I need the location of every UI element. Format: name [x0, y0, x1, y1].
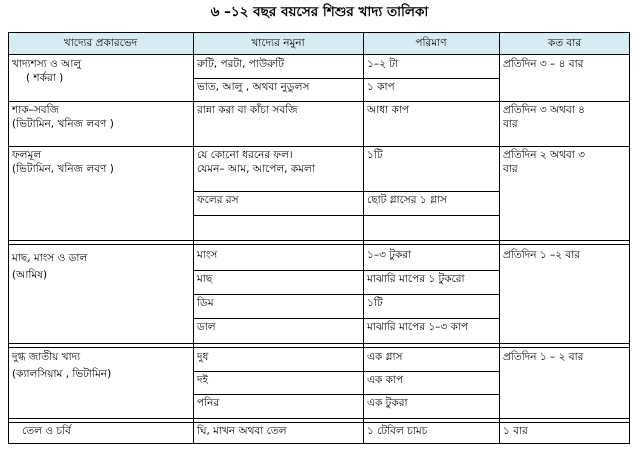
category-cell: ফলমূল (ভিটামিন, খনিজ লবণ ): [12, 149, 114, 175]
amount-cell: ১ টেবিল চামচ: [367, 425, 428, 437]
times-cell: প্রতিদিন ১ –২ বার: [503, 249, 581, 261]
table-border: [8, 240, 630, 241]
sample-cell: ভাত, আলু , অথবা নুডুলস: [197, 81, 310, 93]
amount-cell: ১ কাপ: [367, 81, 395, 93]
amount-cell: ১টি: [367, 149, 383, 161]
category-cell: তেল ও চর্বি: [22, 425, 71, 437]
table-border: [8, 146, 630, 147]
amount-cell: ১টি: [367, 297, 383, 309]
sample-cell: ডাল: [197, 321, 216, 333]
times-cell: প্রতিদিন ৩ অথবা ৪ বার: [503, 104, 585, 130]
table-border: [193, 394, 499, 395]
table-border: [363, 32, 364, 444]
table-border: [629, 32, 630, 444]
sample-cell: মাংস: [197, 249, 218, 261]
amount-cell: এক টুকরা: [367, 397, 408, 409]
table-border: [499, 32, 500, 444]
amount-cell: ১–২ টা: [367, 58, 398, 70]
table-border: [193, 371, 499, 372]
times-cell: প্রতিদিন ৩ – ৪ বার: [503, 58, 584, 70]
category-cell: শাক–সবজি (ভিটামিন, খনিজ লবণ ): [12, 104, 114, 130]
table-border: [193, 215, 499, 216]
sample-cell: ঘি, মাখন অথবা তেল: [197, 425, 287, 437]
sample-cell: ডিম: [197, 297, 214, 309]
table-border: [8, 347, 630, 348]
table-border: [193, 191, 499, 192]
sample-cell: যে কোনো ধরনের ফল। যেমন– আম, আপেল, কমলা: [197, 149, 315, 175]
sample-cell: পনির: [197, 397, 220, 409]
times-cell: প্রতিদিন ২ অথবা ৩ বার: [503, 149, 585, 175]
header-amount: পরিমাণ: [363, 32, 499, 54]
food-table: [8, 32, 630, 444]
times-cell: প্রতিদিন ১ – ২ বার: [503, 351, 584, 363]
table-border: [8, 418, 630, 419]
table-border: [8, 443, 630, 444]
category-cell: দুগ্ধ জাতীয় খাদ্য (ক্যালসিয়াম , ভিটামিন): [12, 351, 112, 380]
table-border: [8, 244, 630, 245]
table-border: [193, 78, 499, 79]
header-category: খাদ্যের প্রকারভেদ: [8, 32, 193, 54]
header-times: কত বার: [499, 32, 630, 54]
table-border: [193, 294, 499, 295]
table-border: [8, 32, 630, 33]
sample-cell: রুটি, পরটা, পাউরুটি: [197, 58, 284, 70]
times-cell: ১ বার: [503, 425, 528, 437]
sample-cell: দই: [197, 374, 208, 386]
amount-cell: ১–৩ টুকরা: [367, 249, 412, 261]
amount-cell: মাঝারি মাপের ১ টুকরো: [367, 273, 465, 285]
amount-cell: মাঝারি মাপের ১–৩ কাপ: [367, 321, 469, 333]
sample-cell: দুধ: [197, 351, 209, 363]
amount-cell: ছোট গ্লাসের ১ গ্লাস: [367, 194, 447, 206]
table-border: [193, 270, 499, 271]
amount-cell: এক গ্লাস: [367, 351, 403, 363]
table-border: [8, 32, 9, 444]
page-title: ৬ –১২ বছর বয়সের শিশুর খাদ্য তালিকা: [210, 4, 429, 20]
category-cell: মাছ, মাংস ও ডাল (আমিষ): [12, 252, 88, 281]
table-border: [8, 101, 630, 102]
table-border: [193, 32, 194, 444]
category-cell: খাদ্যশস্য ও আলু ( শর্করা ): [12, 58, 82, 84]
amount-cell: এক কাপ: [367, 374, 404, 386]
amount-cell: আধা কাপ: [367, 104, 410, 116]
table-border: [8, 422, 630, 423]
sample-cell: রান্না করা বা কাঁচা সবজি: [197, 104, 298, 116]
table-border: [8, 343, 630, 344]
sample-cell: ফলের রস: [197, 194, 239, 206]
table-border: [8, 54, 630, 55]
header-sample: খাদ্যের নমুনা: [193, 32, 363, 54]
table-border: [193, 318, 499, 319]
sample-cell: মাছ: [197, 273, 213, 285]
